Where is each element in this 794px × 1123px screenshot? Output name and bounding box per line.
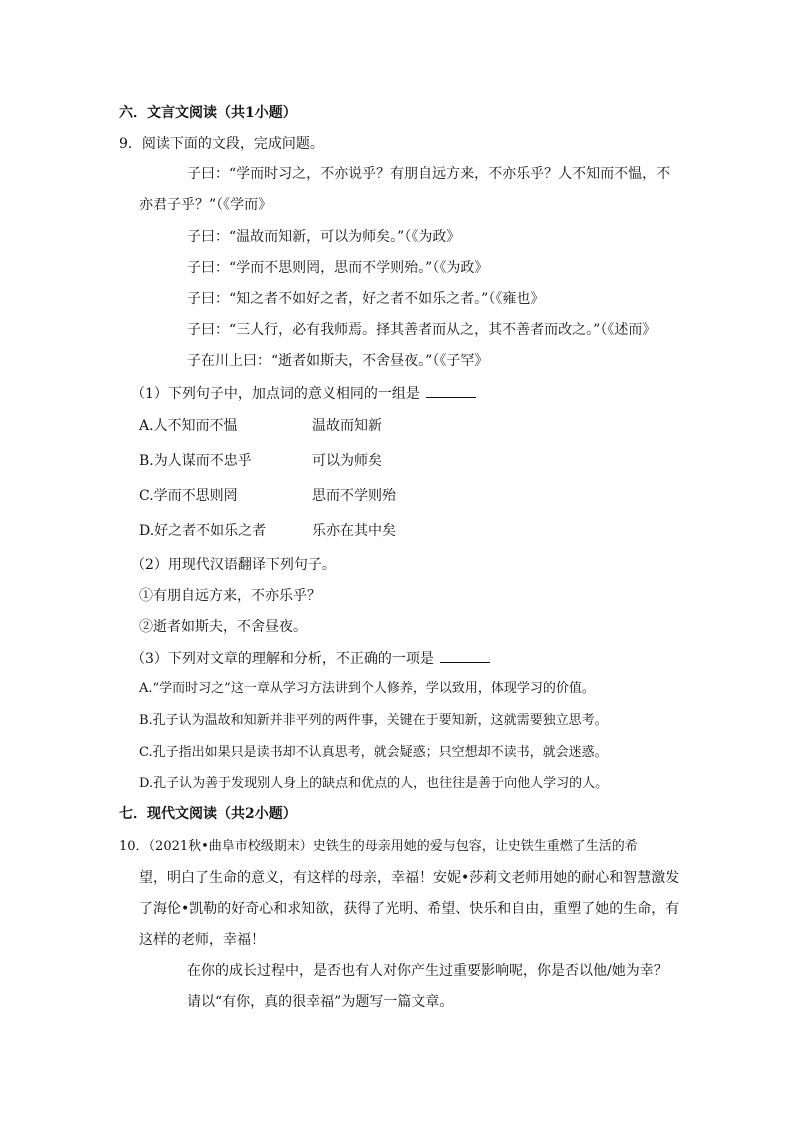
sub-question-1-text: （1）下列句子中，加点词的意义相同的一组是	[131, 386, 420, 402]
option-a-left: A.人不知而不愠	[139, 418, 238, 434]
option-a-right: 温故而知新	[312, 418, 382, 434]
passage-line: 子曰：“知之者不如好之者，好之者不如乐之者。”（《雍也》	[187, 291, 545, 307]
sub-question-1	[131, 384, 476, 404]
question-9-stem: 9．阅读下面的文段，完成问题。	[119, 136, 324, 152]
option-d-left: D.好之者不如乐之者	[139, 523, 267, 539]
translate-item: ①有朋自远方来，不亦乐乎？	[139, 588, 321, 604]
question-10-line: 望，明白了生命的意义，有这样的母亲，幸福！安妮•莎莉文老师用她的耐心和智慧激发	[139, 870, 680, 886]
answer-blank[interactable]	[426, 385, 476, 398]
option-b-left: B.为人谋而不忠乎	[139, 453, 252, 469]
question-10-prompt: 在你的成长过程中，是否也有人对你产生过重要影响呢，你是否以他/她为幸？	[187, 963, 668, 979]
question-10-line: 这样的老师，幸福！	[139, 932, 265, 948]
passage-line: 子曰：“三人行，必有我师焉。择其善者而从之，其不善者而改之。”（《述而》	[187, 322, 657, 338]
translate-item: ②逝者如斯夫，不舍昼夜。	[139, 619, 307, 635]
sub3-option-d: D.孔子认为善于发现别人身上的缺点和优点的人，也往往是善于向他人学习的人。	[139, 776, 609, 791]
option-c-right: 思而不学则殆	[312, 488, 396, 504]
passage-line: 子曰：“温故而知新，可以为师矣。”（《为政》	[187, 229, 461, 245]
question-10-line: 10．（2021秋•曲阜市校级期末）史铁生的母亲用她的爱与包容，让史铁生重燃了生活的希	[119, 839, 638, 854]
sub-question-2: （2）用现代汉语翻译下列句子。	[131, 557, 336, 573]
answer-blank[interactable]	[440, 650, 490, 663]
question-10-line: 了海伦•凯勒的好奇心和求知欲，获得了光明、希望、快乐和自由，重塑了她的生命，有	[139, 901, 680, 917]
sub3-option-b: B.孔子认为温故和知新并非平列的两件事，关键在于要知新，这就需要独立思考。	[139, 713, 608, 728]
sub-question-3	[131, 649, 490, 669]
sub3-option-c: C.孔子指出如果只是读书却不认真思考，就会疑惑；只空想却不读书，就会迷惑。	[139, 745, 608, 760]
option-c-left: C.学而不思则罔	[139, 488, 238, 504]
section-6-title: 六．文言文阅读（共1小题）	[119, 105, 297, 121]
passage-line: 子曰：“学而不思则罔，思而不学则殆。”（《为政》	[187, 260, 489, 276]
section-7-title: 七．现代文阅读（共2小题）	[119, 806, 297, 822]
sub-question-3-text: （3）下列对文章的理解和分析，不正确的一项是	[131, 651, 434, 667]
passage-line: 子在川上曰：“逝者如斯夫，不舍昼夜。”（《子罕》	[187, 353, 489, 369]
option-d-right: 乐亦在其中矣	[312, 523, 396, 539]
passage-line: 亦君子乎？”（《学而》	[139, 197, 273, 213]
option-b-right: 可以为师矣	[312, 453, 382, 469]
sub3-option-a: A.“学而时习之”这一章从学习方法讲到个人修养，学以致用，体现学习的价值。	[139, 681, 595, 696]
passage-line: 子曰：“学而时习之，不亦说乎？有朋自远方来，不亦乐乎？人不知而不愠，不	[187, 166, 671, 182]
question-10-prompt: 请以“有你，真的很幸福”为题写一篇文章。	[187, 994, 454, 1010]
